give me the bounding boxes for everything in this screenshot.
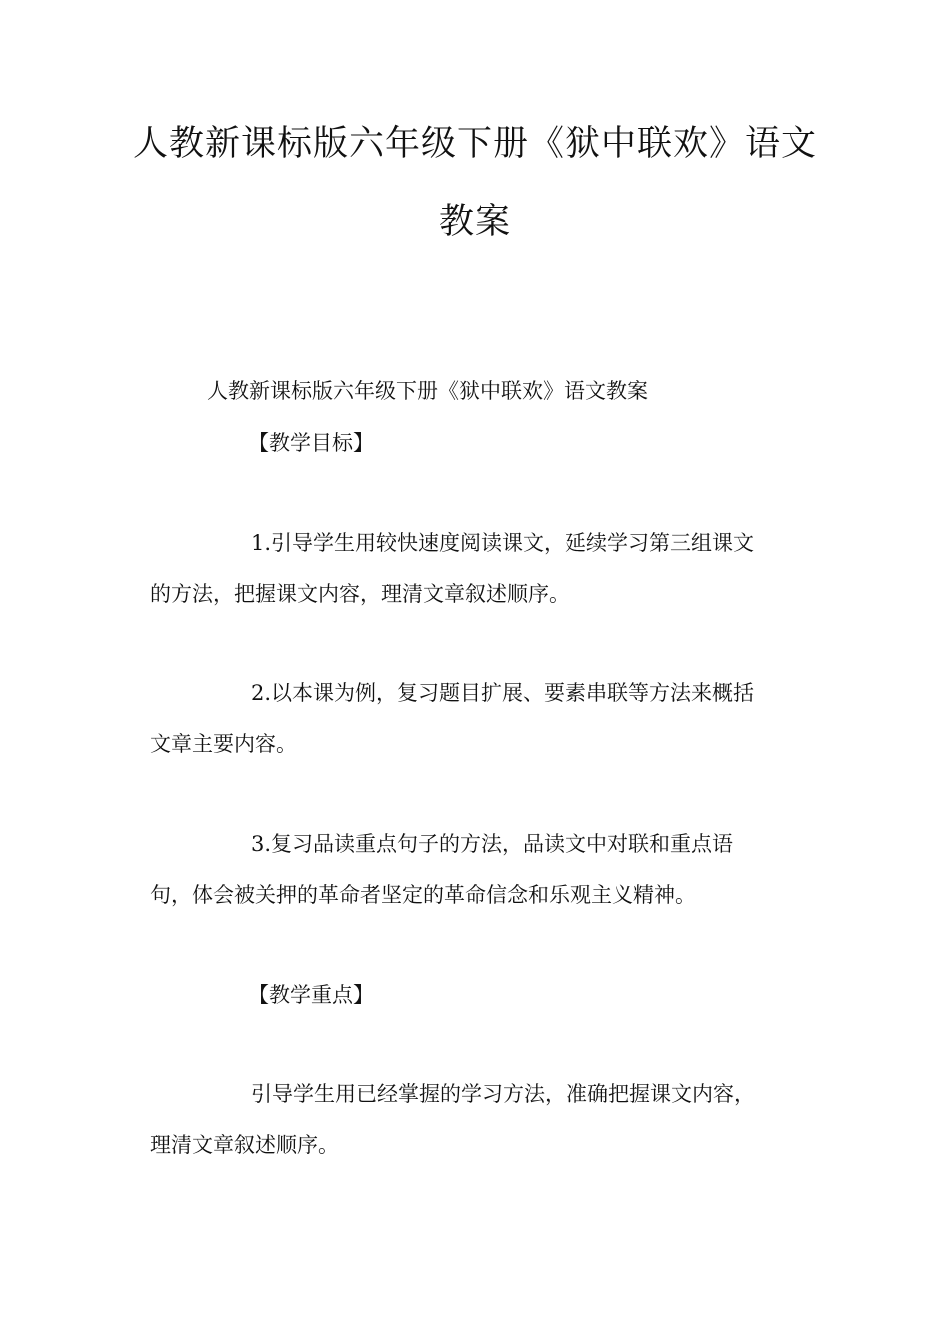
key-point-line-1: 引导学生用已经掌握的学习方法，准确把握课文内容，	[251, 1082, 755, 1106]
goal-3-line-1: 3.复习品读重点句子的方法，品读文中对联和重点语	[251, 832, 734, 856]
key-point-line-2: 理清文章叙述顺序。	[150, 1133, 339, 1157]
goal-2-line-1: 2.以本课为例，复习题目扩展、要素串联等方法来概括	[251, 681, 755, 705]
section-heading-goals: 【教学目标】	[248, 431, 374, 455]
document-subtitle: 人教新课标版六年级下册《狱中联欢》语文教案	[207, 379, 648, 403]
goal-2-line-2: 文章主要内容。	[150, 732, 297, 756]
goal-1-line-1: 1.引导学生用较快速度阅读课文，延续学习第三组课文	[251, 531, 755, 555]
section-heading-key-points: 【教学重点】	[248, 983, 374, 1007]
goal-3-line-2: 句，体会被关押的革命者坚定的革命信念和乐观主义精神。	[150, 883, 696, 907]
document-title-line-1: 人教新课标版六年级下册《狱中联欢》语文	[132, 124, 817, 164]
goal-1-line-2: 的方法，把握课文内容，理清文章叙述顺序。	[150, 582, 570, 606]
document-title-line-2: 教案	[438, 202, 511, 242]
